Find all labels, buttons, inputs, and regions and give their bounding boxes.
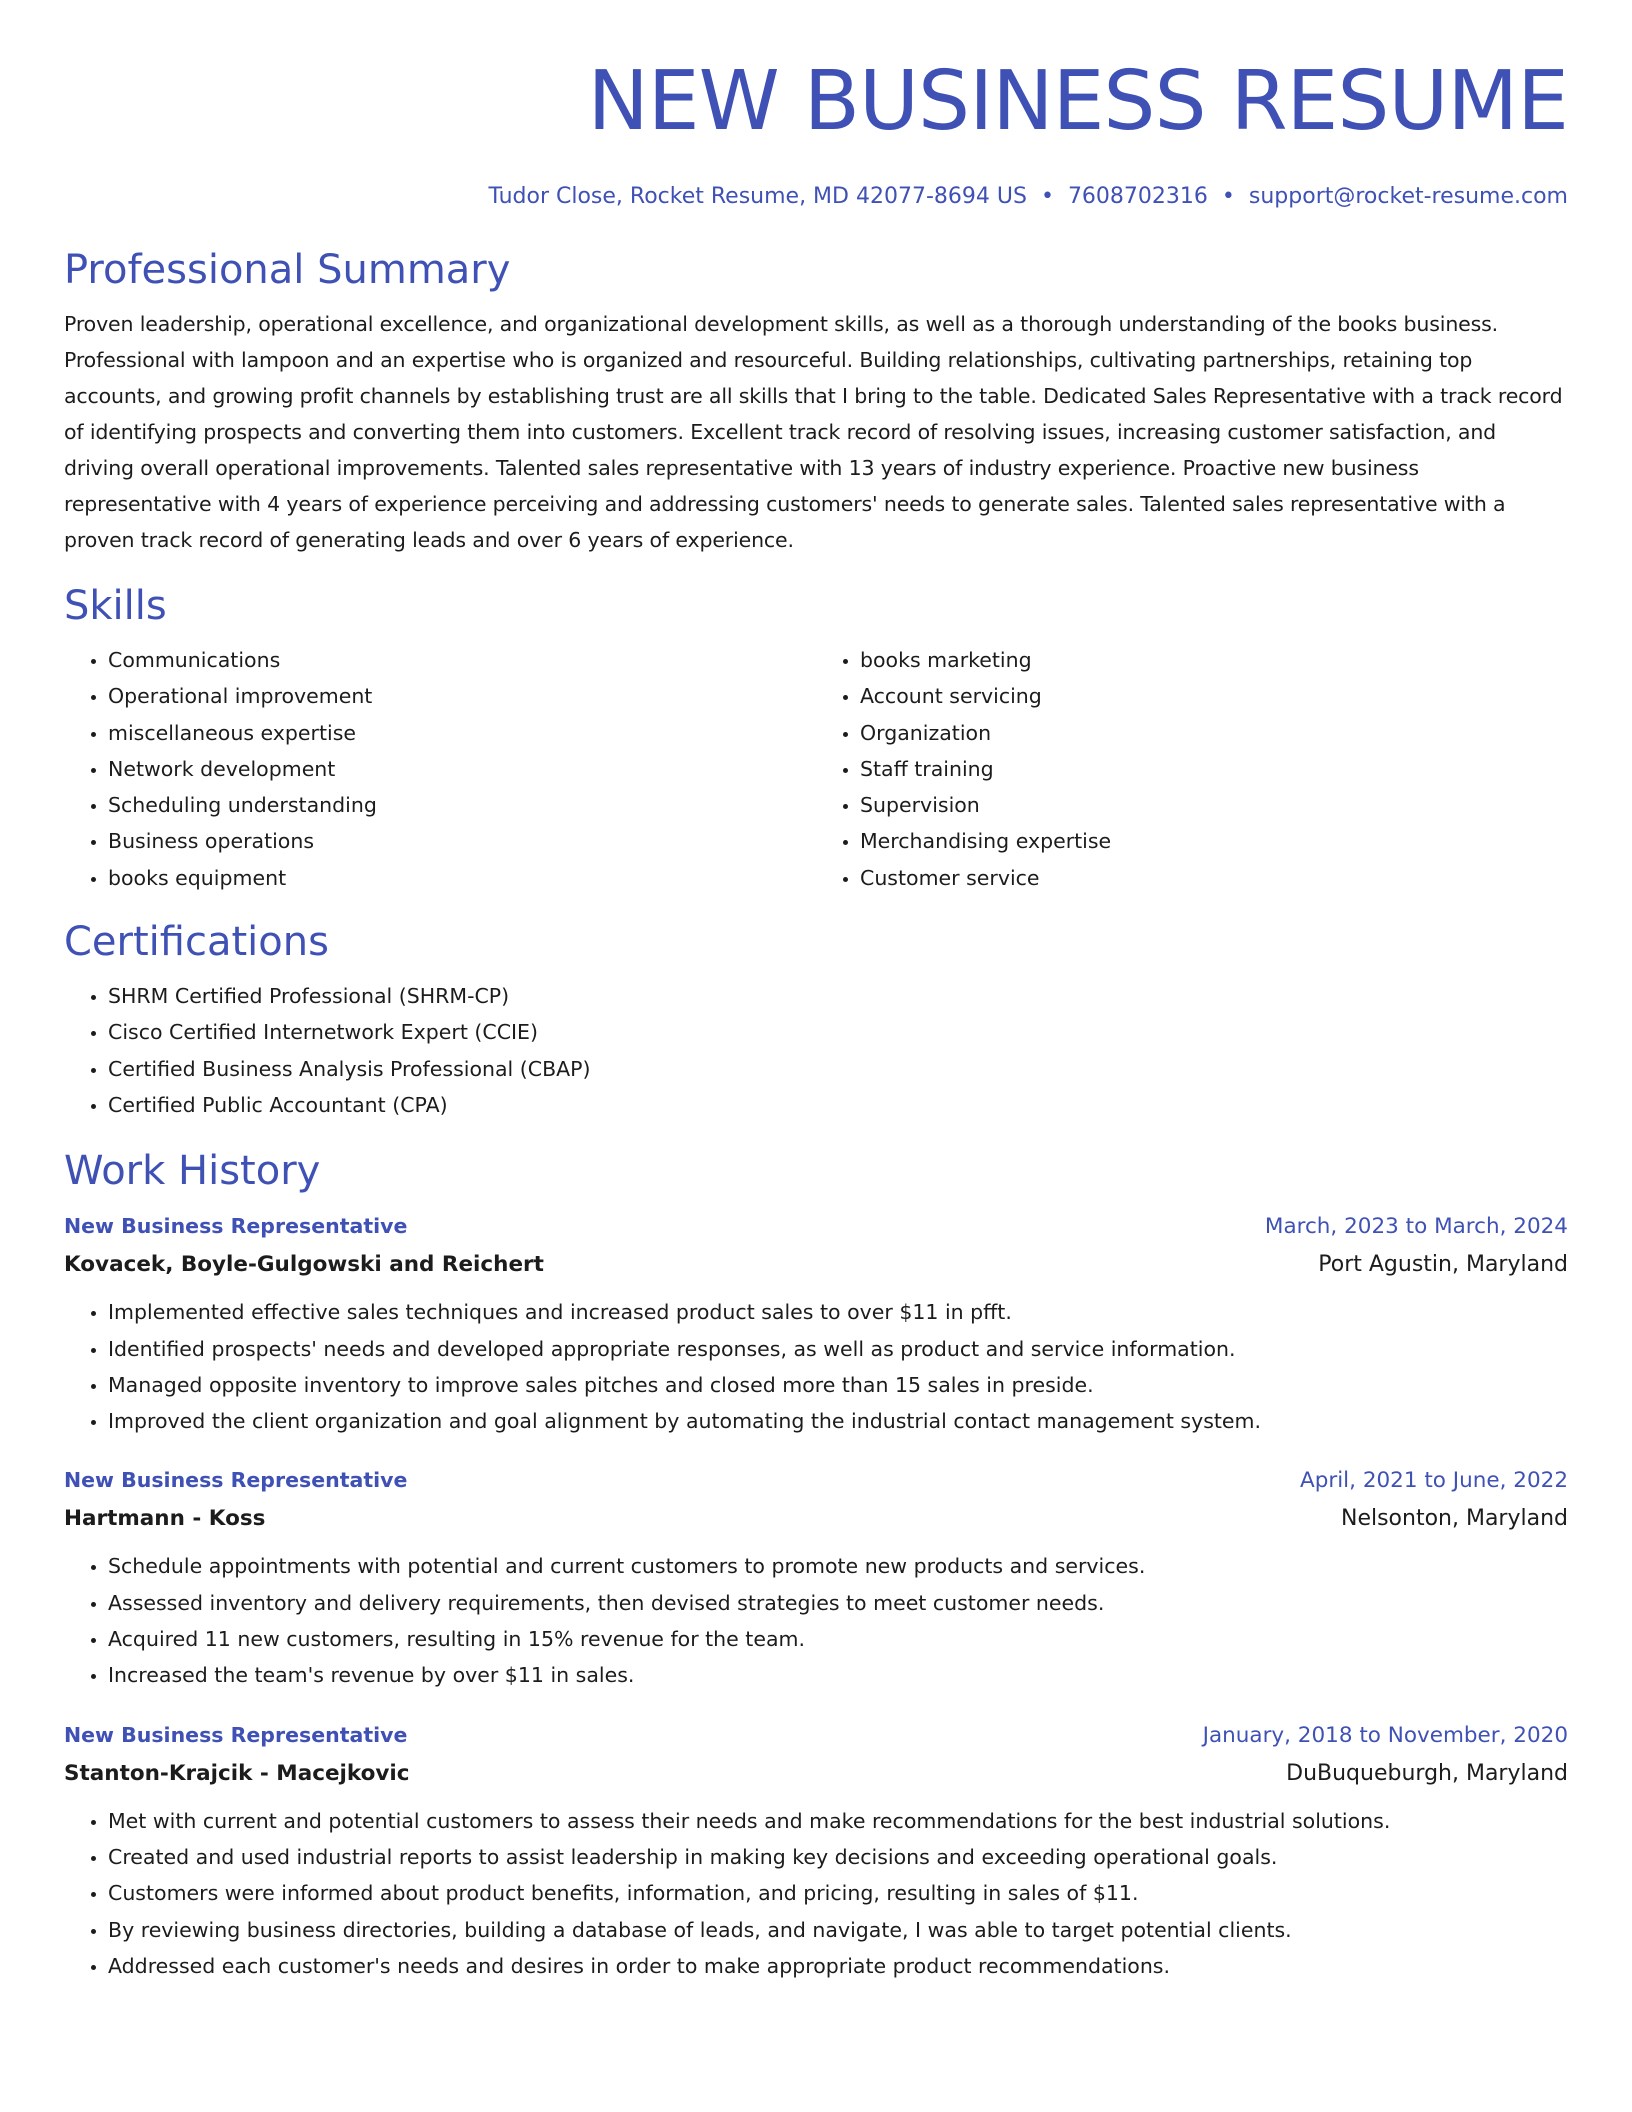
certification-item: • SHRM Certified Professional (SHRM-CP) <box>108 978 1568 1014</box>
job-dates: April, 2021 to June, 2022 <box>1300 1468 1568 1494</box>
job-title: New Business Representative <box>64 1468 408 1493</box>
summary-heading: Professional Summary <box>64 247 511 293</box>
skill-item: • Network development <box>108 751 816 787</box>
contact-address: Tudor Close, Rocket Resume, MD 42077-8694 US <box>488 184 1027 209</box>
job-bullet: • Assessed inventory and delivery requirements, then devised strategies to meet customer needs. <box>108 1585 1568 1621</box>
skill-item: • Business operations <box>108 823 816 859</box>
job-company: Hartmann - Koss <box>64 1506 266 1532</box>
job-entry <box>64 1207 1568 1439</box>
job-bullet: • Increased the team's revenue by over $11 in sales. <box>108 1657 1568 1693</box>
certification-item: • Cisco Certified Internetwork Expert (CCIE) <box>108 1014 1568 1050</box>
job-company-row <box>64 1755 1568 1793</box>
job-location: DuBuqueburgh, Maryland <box>1286 1760 1568 1786</box>
job-entry <box>64 1461 1568 1693</box>
skill-item: • Account servicing <box>860 678 1568 714</box>
job-company: Stanton-Krajcik - Macejkovic <box>64 1760 410 1786</box>
skills-list-left <box>64 642 816 896</box>
job-title: New Business Representative <box>64 1722 408 1747</box>
job-header-row <box>64 1207 1568 1246</box>
job-company: Kovacek, Boyle-Gulgowski and Reichert <box>64 1252 544 1278</box>
skill-item: • books equipment <box>108 860 816 896</box>
job-bullet: • Managed opposite inventory to improve sales pitches and closed more than 15 sales in preside. <box>108 1367 1568 1403</box>
job-title: New Business Representative <box>64 1214 408 1239</box>
job-location: Nelsonton, Maryland <box>1340 1506 1568 1532</box>
contact-separator: • <box>1221 184 1235 209</box>
job-bullet: • Identified prospects' needs and developed appropriate responses, as well as product and service information. <box>108 1331 1568 1367</box>
job-bullet: • Addressed each customer's needs and desires in order to make appropriate product recommendations. <box>108 1948 1568 1984</box>
job-bullet: • Implemented effective sales techniques and increased product sales to over $11 in pfft. <box>108 1294 1568 1330</box>
job-company-row <box>64 1500 1568 1538</box>
skill-item: • Customer service <box>860 860 1568 896</box>
contact-phone: 7608702316 <box>1067 184 1208 209</box>
certification-item: • Certified Public Accountant (CPA) <box>108 1087 1568 1123</box>
job-bullet: • By reviewing business directories, building a database of leads, and navigate, I was able to target potential clients. <box>108 1912 1568 1948</box>
skills-list-right <box>816 642 1568 896</box>
job-bullets <box>64 1803 1568 1984</box>
job-bullet: • Customers were informed about product benefits, information, and pricing, resulting in sales of $11. <box>108 1875 1568 1911</box>
job-company-row <box>64 1246 1568 1284</box>
skill-item: • Communications <box>108 642 816 678</box>
job-header-row <box>64 1461 1568 1500</box>
skill-item: • Scheduling understanding <box>108 787 816 823</box>
skill-item: • Merchandising expertise <box>860 823 1568 859</box>
job-bullet: • Improved the client organization and goal alignment by automating the industrial contact management system. <box>108 1403 1568 1439</box>
summary-text: Proven leadership, operational excellence, and organizational development skills, as well as a thorough understanding of the books business. Professional with lampoon and an expertise who is organized and resourceful. Building relationships, cultivating partnerships, retaining top accounts, and growing profit channels by establishing trust are all skills that I bring to the table. Dedicated Sales Representative with a track record of identifying prospects and converting them into customers. Excellent track record of resolving issues, increasing customer satisfaction, and driving overall operational improvements. Talented sales representative with 13 years of industry experience. Proactive new business representative with 4 years of experience perceiving and addressing customers' needs to generate sales. Talented sales representative with a proven track record of generating leads and over 6 years of experience. <box>64 312 1563 552</box>
skill-item: • Supervision <box>860 787 1568 823</box>
job-bullet: • Schedule appointments with potential and current customers to promote new products and services. <box>108 1548 1568 1584</box>
skill-item: • Operational improvement <box>108 678 816 714</box>
job-dates: January, 2018 to November, 2020 <box>1202 1722 1568 1748</box>
certification-item: • Certified Business Analysis Professional (CBAP) <box>108 1051 1568 1087</box>
skills-grid <box>64 642 1568 896</box>
skill-item: • Organization <box>860 715 1568 751</box>
job-bullet: • Acquired 11 new customers, resulting in 15% revenue for the team. <box>108 1621 1568 1657</box>
skills-heading: Skills <box>64 583 167 629</box>
job-bullets <box>64 1294 1568 1439</box>
job-bullets <box>64 1548 1568 1693</box>
job-bullet: • Created and used industrial reports to assist leadership in making key decisions and exceeding operational goals. <box>108 1839 1568 1875</box>
work-history-heading: Work History <box>64 1148 321 1195</box>
skill-item: • miscellaneous expertise <box>108 715 816 751</box>
skill-item: • books marketing <box>860 642 1568 678</box>
job-location: Port Agustin, Maryland <box>1318 1252 1568 1278</box>
job-entry <box>64 1716 1568 1984</box>
job-dates: March, 2023 to March, 2024 <box>1264 1214 1568 1240</box>
job-bullet: • Met with current and potential customers to assess their needs and make recommendations for the best industrial solutions. <box>108 1803 1568 1839</box>
contact-line <box>64 182 1568 212</box>
certifications-heading: Certifications <box>64 919 329 966</box>
skill-item: • Staff training <box>860 751 1568 787</box>
contact-separator: • <box>1040 184 1054 209</box>
resume-title: NEW BUSINESS RESUME <box>587 54 1568 149</box>
job-header-row <box>64 1716 1568 1755</box>
contact-email: support@rocket-resume.com <box>1248 184 1568 209</box>
certifications-list <box>64 978 1568 1123</box>
